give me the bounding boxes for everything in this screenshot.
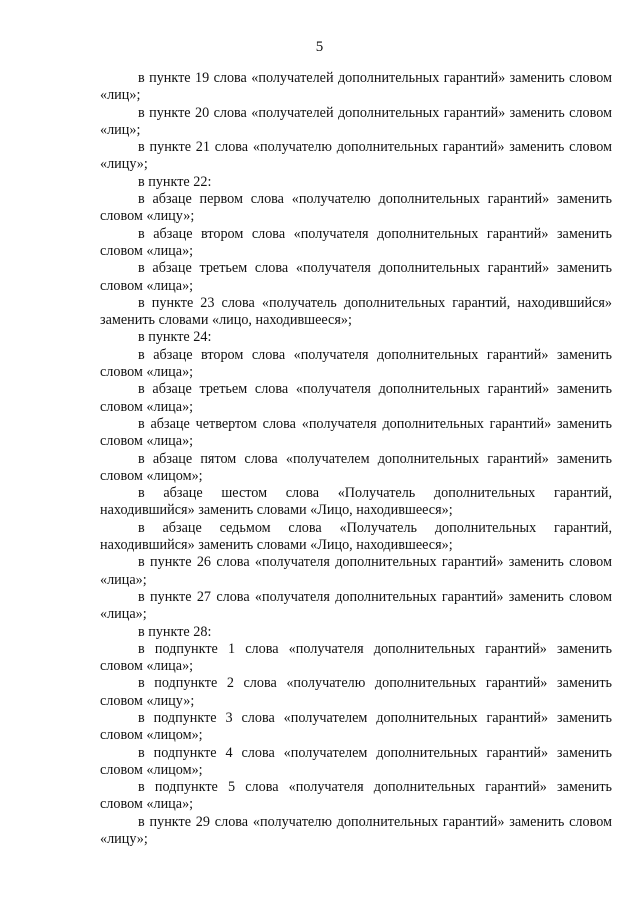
paragraph: в пункте 27 слова «получателя дополнительных гарантий» заменить словом «лица»; [100, 588, 612, 623]
paragraph: в пункте 21 слова «получателю дополнительных гарантий» заменить словом «лицу»; [100, 139, 612, 173]
paragraph: в абзаце пятом слова «получателем дополнительных гарантий» заменить словом «лицом»; [100, 450, 612, 484]
paragraph: в абзаце шестом слова «Получатель дополнительных гарантий, находившийся» заменить словами «Лицо, находившееся»; [100, 485, 612, 519]
paragraph: в пункте 24: [138, 329, 212, 346]
page-number: 5 [315, 39, 324, 55]
document-body [100, 70, 612, 848]
paragraph: в пункте 29 слова «получателю дополнительных гарантий» заменить словом «лицу»; [100, 813, 612, 848]
paragraph: в пункте 19 слова «получателей дополнительных гарантий» заменить словом «лиц»; [100, 70, 612, 104]
paragraph: в абзаце седьмом слова «Получатель дополнительных гарантий, находившийся» заменить словами «Лицо, находившееся»; [100, 519, 612, 554]
paragraph: в абзаце первом слова «получателю дополнительных гарантий» заменить словом «лицу»; [100, 191, 612, 225]
paragraph: в подпункте 5 слова «получателя дополнительных гарантий» заменить словом «лица»; [100, 779, 612, 813]
paragraph: в абзаце втором слова «получателя дополнительных гарантий» заменить словом «лица»; [100, 346, 612, 381]
paragraph: в подпункте 3 слова «получателем дополнительных гарантий» заменить словом «лицом»; [100, 709, 612, 744]
paragraph: в пункте 28: [138, 623, 212, 640]
paragraph: в абзаце третьем слова «получателя дополнительных гарантий» заменить словом «лица»; [100, 260, 612, 294]
paragraph: в подпункте 1 слова «получателя дополнительных гарантий» заменить словом «лица»; [100, 640, 612, 675]
paragraph: в пункте 22: [138, 173, 212, 190]
paragraph: в пункте 23 слова «получатель дополнительных гарантий, находившийся» заменить словами «лицо, находившееся»; [100, 294, 612, 329]
paragraph: в пункте 20 слова «получателей дополнительных гарантий» заменить словом «лиц»; [100, 104, 612, 138]
paragraph: в абзаце третьем слова «получателя дополнительных гарантий» заменить словом «лица»; [100, 381, 612, 415]
paragraph: в пункте 26 слова «получателя дополнительных гарантий» заменить словом «лица»; [100, 554, 612, 588]
paragraph: в абзаце втором слова «получателя дополнительных гарантий» заменить словом «лица»; [100, 225, 612, 259]
paragraph: в подпункте 4 слова «получателем дополнительных гарантий» заменить словом «лицом»; [100, 744, 612, 778]
paragraph: в абзаце четвертом слова «получателя дополнительных гарантий» заменить словом «лица»; [100, 415, 612, 450]
paragraph: в подпункте 2 слова «получателю дополнительных гарантий» заменить словом «лицу»; [100, 675, 612, 709]
